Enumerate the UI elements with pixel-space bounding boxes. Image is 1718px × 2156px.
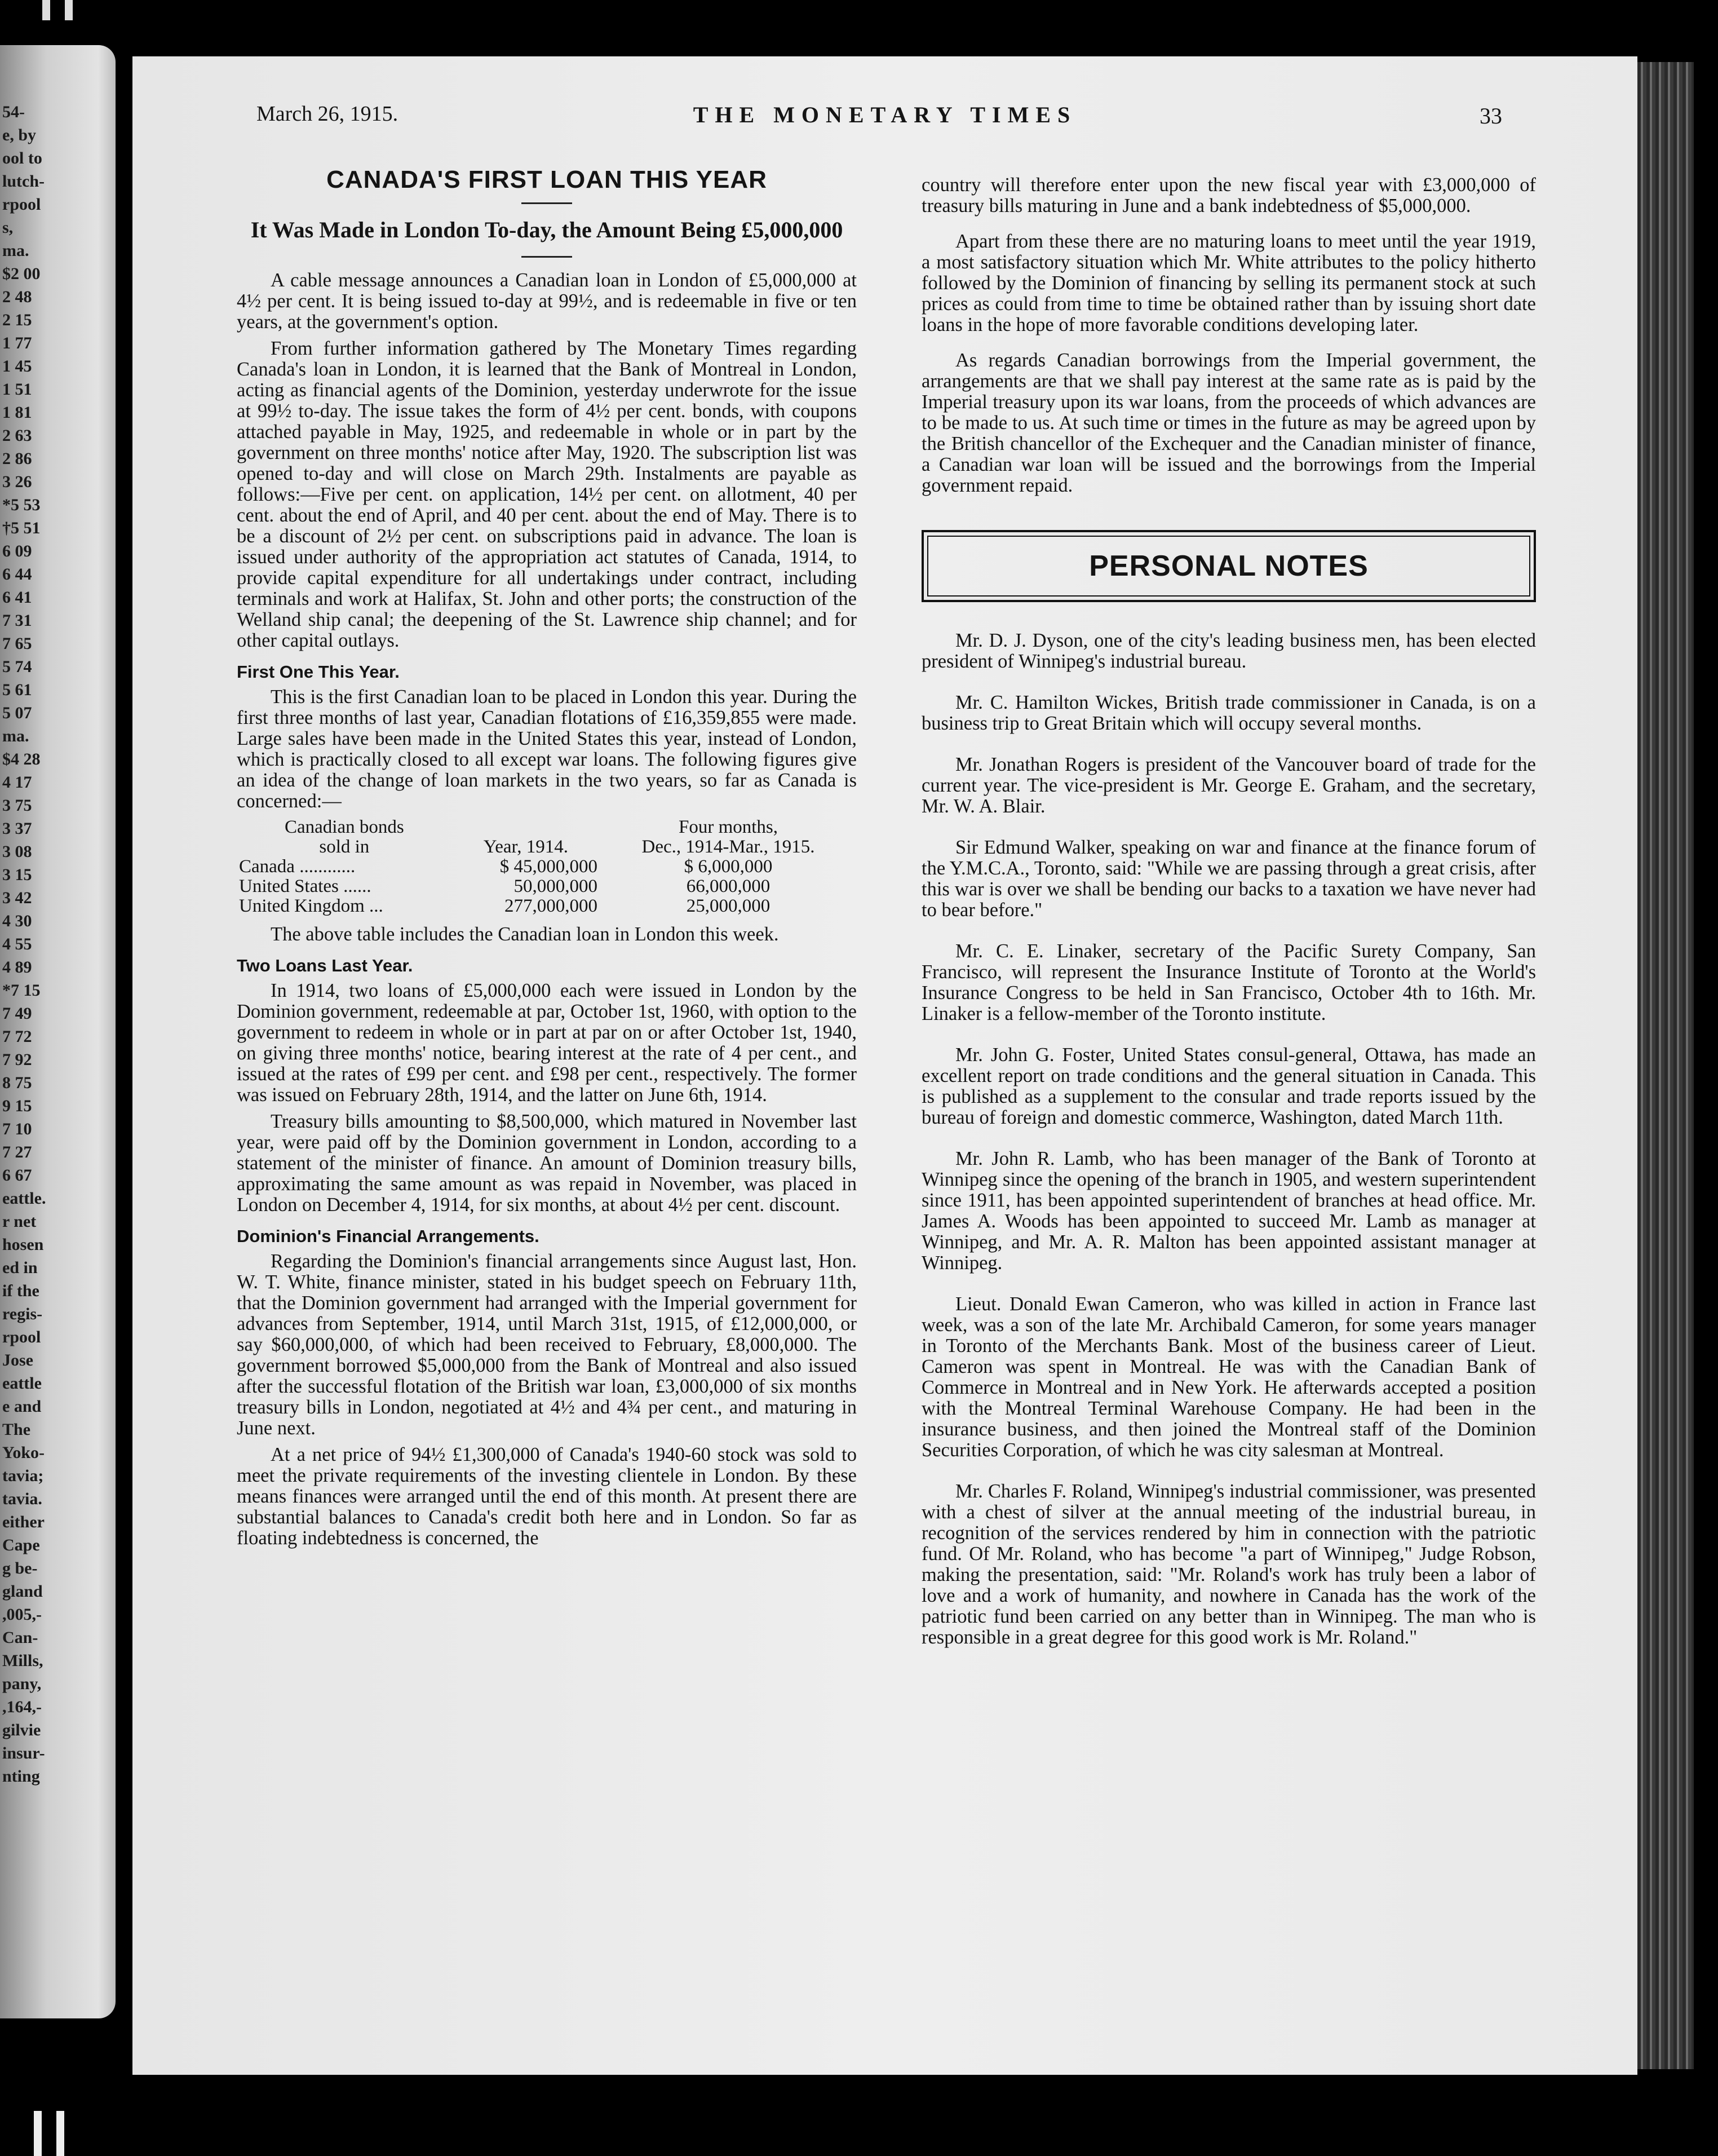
personal-note: Lieut. Donald Ewan Cameron, who was killed in action in France last week, was a son of the late Mr. Archibald Cameron, for some years manager in Toronto of the Merchants Bank. Most of the business career of Lieut. Cameron was spent in Montreal. He was with the Canadian Bank of Commerce in Montreal and in New York. He afterwards accepted a position with the Montreal Terminal Warehouse Company. He had been in the insurance business, and then joined the Montreal staff of the Dominion Securities Corporation, of which he was city salesman at Montreal. xyxy=(922,1293,1536,1461)
adjacent-page-text: 4 17 xyxy=(2,773,32,792)
adjacent-page-text: hosen xyxy=(2,1235,44,1254)
adjacent-page-text: ed in xyxy=(2,1258,38,1277)
adjacent-page-text: Yoko- xyxy=(2,1443,45,1462)
adjacent-page-text: 3 42 xyxy=(2,889,32,907)
adjacent-page-text: tavia. xyxy=(2,1490,42,1508)
title-rule xyxy=(521,202,572,204)
adjacent-page-text: Jose xyxy=(2,1351,33,1369)
table-row: United Kingdom ... 277,000,000 25,000,000 xyxy=(239,896,771,916)
adjacent-page-text: ma. xyxy=(2,727,29,745)
page-stack-edge xyxy=(1637,62,1694,2069)
bonds-table xyxy=(237,818,857,916)
table-header: Year, 1914. xyxy=(483,837,568,857)
adjacent-page-text: Can- xyxy=(2,1628,38,1647)
adjacent-page-text: pany, xyxy=(2,1675,42,1693)
adjacent-page-text: $2 00 xyxy=(2,264,41,283)
adjacent-page-text: 3 37 xyxy=(2,819,32,838)
adjacent-page-text: 4 55 xyxy=(2,935,32,953)
adjacent-page-text: s, xyxy=(2,218,14,237)
adjacent-page-text: g be- xyxy=(2,1559,38,1578)
personal-note: Mr. John G. Foster, United States consul-general, Ottawa, has made an excellent report on trade conditions and the general situation in Canada. This is published as a supplement to the consular and trade reports issued by the bureau of foreign and domestic commerce, Washington, dated March 11th. xyxy=(922,1044,1536,1128)
adjacent-page-text: 5 74 xyxy=(2,657,32,676)
paragraph: At a net price of 94½ £1,300,000 of Canada's 1940-60 stock was sold to meet the private requirements of the investing clientele in London. By these means finances were arranged until the end of this month. At present there are substantial balances to Canada's credit both here and in London. So far as floating indebtedness is concerned, the xyxy=(237,1444,857,1549)
adjacent-page-text: 3 26 xyxy=(2,472,32,491)
personal-note: Mr. Charles F. Roland, Winnipeg's industrial commissioner, was presented with a chest of silver at the annual meeting of the industrial bureau, in recognition of the services rendered by him in connection with the patriotic fund. Of Mr. Roland, who has become "a part of Winnipeg," Judge Robson, making the presentation, said: "Mr. Roland's work has truly been a labor of love and a work of humanity, and nowhere in Canada has the work of the patriotic fund been carried on any better than in Winnipeg. The man who is responsible in a great degree for this good work is Mr. Roland." xyxy=(922,1481,1536,1648)
adjacent-page-text: lutch- xyxy=(2,172,45,191)
adjacent-page-text: 2 86 xyxy=(2,449,32,468)
left-column xyxy=(237,166,857,1554)
adjacent-page-text: 5 61 xyxy=(2,681,32,699)
adjacent-page-text: insur- xyxy=(2,1744,45,1762)
adjacent-page-text: 1 77 xyxy=(2,334,32,352)
adjacent-page-text: 6 44 xyxy=(2,565,32,584)
personal-note: Sir Edmund Walker, speaking on war and finance at the finance forum of the Y.M.C.A., Toronto, said: "While we are passing through a great crisis, after this war is over we shall be bending our backs to a taxation we have never had to bear before." xyxy=(922,837,1536,921)
adjacent-page-text: *5 53 xyxy=(2,496,41,514)
personal-note: Mr. Jonathan Rogers is president of the Vancouver board of trade for the current year. The vice-president is Mr. George E. Graham, and the secretary, Mr. W. A. Blair. xyxy=(922,754,1536,817)
right-column xyxy=(922,175,1536,1668)
paragraph: A cable message announces a Canadian loan in London of £5,000,000 at 4½ per cent. It is being issued to-day at 99½, and is redeemable in five or ten years, at the government's option. xyxy=(237,270,857,333)
adjacent-page-text: 1 45 xyxy=(2,357,32,375)
adjacent-page-text: 6 67 xyxy=(2,1166,32,1185)
adjacent-page-text: ool to xyxy=(2,149,42,167)
adjacent-page-text: rpool xyxy=(2,1328,41,1346)
paragraph: country will therefore enter upon the new fiscal year with £3,000,000 of treasury bills maturing in June and a bank indebtedness of $5,000,000. xyxy=(922,174,1536,217)
personal-note: Mr. John R. Lamb, who has been manager of the Bank of Toronto at Winnipeg since the opening of the branch in 1905, and western superintendent since 1911, has been appointed superintendent of branches at head office. Mr. James A. Woods has been appointed to succeed Mr. Lamb as manager at Winnipeg, and Mr. A. R. Malton has been appointed assistant manager at Winnipeg. xyxy=(922,1148,1536,1274)
adjacent-page-text: 3 75 xyxy=(2,796,32,815)
adjacent-page-text: gland xyxy=(2,1582,43,1601)
personal-note: Mr. C. E. Linaker, secretary of the Pacific Surety Company, San Francisco, will represent the Insurance Institute of Toronto at the World's Insurance Congress to be held in San Francisco, October 4th to 16th. Mr. Linaker is a fellow-member of the Toronto institute. xyxy=(922,940,1536,1024)
adjacent-page-text: Mills, xyxy=(2,1651,43,1670)
adjacent-page-text: Cape xyxy=(2,1536,40,1554)
adjacent-page-text: e and xyxy=(2,1397,42,1416)
paragraph: Regarding the Dominion's financial arrangements since August last, Hon. W. T. White, finance minister, stated in his budget speech on February 11th, that the Dominion government had arranged with the Imperial government for advances from September, 1914, until March 31st, 1915, of £12,000,000, or say $60,000,000, of which had been received to February, £8,000,000. The government borrowed $5,000,000 from the Bank of Montreal and also issued after the successful flotation of the British war loan, £3,000,000 of six months treasury bills in London, negotiated at 4½ and 4¾ per cent., and maturing in June next. xyxy=(237,1251,857,1439)
subtitle-rule xyxy=(521,256,572,258)
adjacent-page-text: 6 09 xyxy=(2,542,32,560)
adjacent-page-text: ,164,- xyxy=(2,1698,42,1716)
section-heading: Dominion's Financial Arrangements. xyxy=(237,1226,539,1246)
table-row: United States ...... 50,000,000 66,000,000 xyxy=(239,876,771,896)
adjacent-page-text: 9 15 xyxy=(2,1097,32,1115)
table-row: Canada ............ $ 45,000,000 $ 6,000,000 xyxy=(239,856,773,877)
adjacent-page-text: 7 72 xyxy=(2,1027,32,1046)
adjacent-page-text: 7 10 xyxy=(2,1120,32,1138)
personal-note: Mr. C. Hamilton Wickes, British trade commissioner in Canada, is on a business trip to Great Britain which will occupy several months. xyxy=(922,692,1536,734)
adjacent-page-text: 7 92 xyxy=(2,1050,32,1069)
newspaper-page xyxy=(132,56,1637,2075)
adjacent-page-text: 7 49 xyxy=(2,1004,32,1023)
page-number: 33 xyxy=(1480,103,1502,129)
adjacent-page-text: 6 41 xyxy=(2,588,32,607)
adjacent-page-text: 4 89 xyxy=(2,958,32,977)
adjacent-page-text: $4 28 xyxy=(2,750,41,768)
section-heading: First One This Year. xyxy=(237,662,400,682)
adjacent-page-text: 7 27 xyxy=(2,1143,32,1161)
adjacent-page-text: 7 65 xyxy=(2,634,32,653)
adjacent-page-text: 1 51 xyxy=(2,380,32,399)
issue-date: March 26, 1915. xyxy=(256,102,398,126)
table-header: Dec., 1914-Mar., 1915. xyxy=(641,837,815,857)
adjacent-page-text: rpool xyxy=(2,195,41,214)
adjacent-page-text: e, by xyxy=(2,126,36,144)
section-title: PERSONAL NOTES xyxy=(1089,549,1369,582)
adjacent-page-text: gilvie xyxy=(2,1721,41,1739)
table-header: Four months, xyxy=(679,817,778,837)
page-header xyxy=(132,101,1637,135)
adjacent-page-text: r net xyxy=(2,1212,37,1231)
paragraph: The above table includes the Canadian loan in London this week. xyxy=(271,924,779,945)
adjacent-page-text: 54- xyxy=(2,103,25,121)
adjacent-page-text: tavia; xyxy=(2,1466,44,1485)
article-title: CANADA'S FIRST LOAN THIS YEAR xyxy=(326,166,767,193)
paragraph: In 1914, two loans of £5,000,000 each were issued in London by the Dominion government, redeemable at par, October 1st, 1960, with option to the government to redeem in whole or in part at par on or after October 1st, 1940, on giving three months' notice, bearing interest at the rate of 4 per cent., and issued at the rates of £99 per cent. and £98 per cent., respectively. The former was issued on February 28th, 1914, and the latter on June 6th, 1914. xyxy=(237,980,857,1106)
personal-note: Mr. D. J. Dyson, one of the city's leading business men, has been elected president of Winnipeg's industrial bureau. xyxy=(922,630,1536,672)
adjacent-page-text: if the xyxy=(2,1282,39,1300)
paragraph: As regards Canadian borrowings from the Imperial government, the arrangements are that we shall pay interest at the same rate as is paid by the Imperial treasury upon its war loans, from the proceeds of which advances are to be made to us. At such time or times in the future as may be agreed upon by the British chancellor of the Exchequer and the Canadian minister of finance, a Canadian war loan will be issued and the borrowings from the Imperial government repaid. xyxy=(922,350,1536,496)
adjacent-page-text: †5 51 xyxy=(2,519,41,537)
adjacent-page-text: 4 30 xyxy=(2,912,32,930)
table-header: sold in xyxy=(319,837,370,857)
adjacent-page-text: 7 31 xyxy=(2,611,32,630)
film-marks-top xyxy=(42,0,87,23)
adjacent-page-text: either xyxy=(2,1513,45,1531)
adjacent-page-text: 2 63 xyxy=(2,426,32,445)
adjacent-page-text: 5 07 xyxy=(2,704,32,722)
adjacent-page-text: 3 15 xyxy=(2,865,32,884)
adjacent-page-text: 2 48 xyxy=(2,288,32,306)
adjacent-page-text: *7 15 xyxy=(2,981,41,1000)
adjacent-page-text: regis- xyxy=(2,1305,43,1323)
paragraph: Treasury bills amounting to $8,500,000, which matured in November last year, were paid off by the Dominion government in London, according to a statement of the minister of finance. An amount of Dominion treasury bills, approximating the same amount as was repaid in November, was placed in London on December 4, 1914, for six months, at about 4½ per cent. discount. xyxy=(237,1111,857,1216)
adjacent-page-text: 1 81 xyxy=(2,403,32,422)
paragraph: Apart from these there are no maturing loans to meet until the year 1919, a most satisfactory situation which Mr. White attributes to the policy hitherto followed by the Dominion of financing by selling its permanent stock at such prices as could from time to time be obtained rather than by issuing short date loans in the hope of more favorable conditions developing later. xyxy=(922,231,1536,335)
film-marks-bottom xyxy=(34,2105,101,2156)
article-subtitle: It Was Made in London To-day, the Amount Being £5,000,000 xyxy=(250,217,843,242)
adjacent-page-text: The xyxy=(2,1420,31,1439)
adjacent-page-text: eattle. xyxy=(2,1189,46,1208)
adjacent-page-fragment xyxy=(0,45,116,2018)
adjacent-page-text: nting xyxy=(2,1767,40,1786)
adjacent-page-text: eattle xyxy=(2,1374,42,1393)
adjacent-page-text: 8 75 xyxy=(2,1073,32,1092)
paragraph: From further information gathered by The Monetary Times regarding Canada's loan in London, it is learned that the Bank of Montreal in London, acting as financial agents of the Dominion, yesterday underwrote for the issue at 99½ to-day. The issue takes the form of 4½ per cent. bonds, with coupons attached payable in May, 1925, and redeemable in whole or in part by the government on three months' notice after May, 1920. The subscription list was opened to-day and will close on March 29th. Instalments are payable as follows:—Five per cent. on application, 14½ per cent. on allotment, 40 per cent. about the end of April, and 40 per cent. about the end of May. There is to be a discount of 2½ per cent. on subscriptions paid in advance. The loan is issued under authority of the appropriation act statutes of Canada, 1914, to provide capital expenditure for all undertakings under contract, including terminals and work at Halifax, St. John and other ports; the construction of the Welland ship canal; the deepening of the St. Lawrence ship channel; and for other capital outlays. xyxy=(237,338,857,651)
adjacent-page-text: 2 15 xyxy=(2,311,32,329)
section-heading: Two Loans Last Year. xyxy=(237,956,413,975)
paragraph: This is the first Canadian loan to be placed in London this year. During the first three months of last year, Canadian flotations of £16,359,855 were made. Large sales have been made in the United States this year, instead of London, which is practically closed to all except war loans. The following figures give an idea of the change of loan markets in the two years, so far as Canada is concerned:— xyxy=(237,686,857,812)
publication-name: THE MONETARY TIMES xyxy=(693,102,1077,127)
adjacent-page-text: ,005,- xyxy=(2,1605,42,1624)
adjacent-page-text: 3 08 xyxy=(2,842,32,861)
personal-notes-heading-box xyxy=(922,530,1536,602)
adjacent-page-text: ma. xyxy=(2,241,29,260)
table-header: Canadian bonds xyxy=(284,817,404,837)
